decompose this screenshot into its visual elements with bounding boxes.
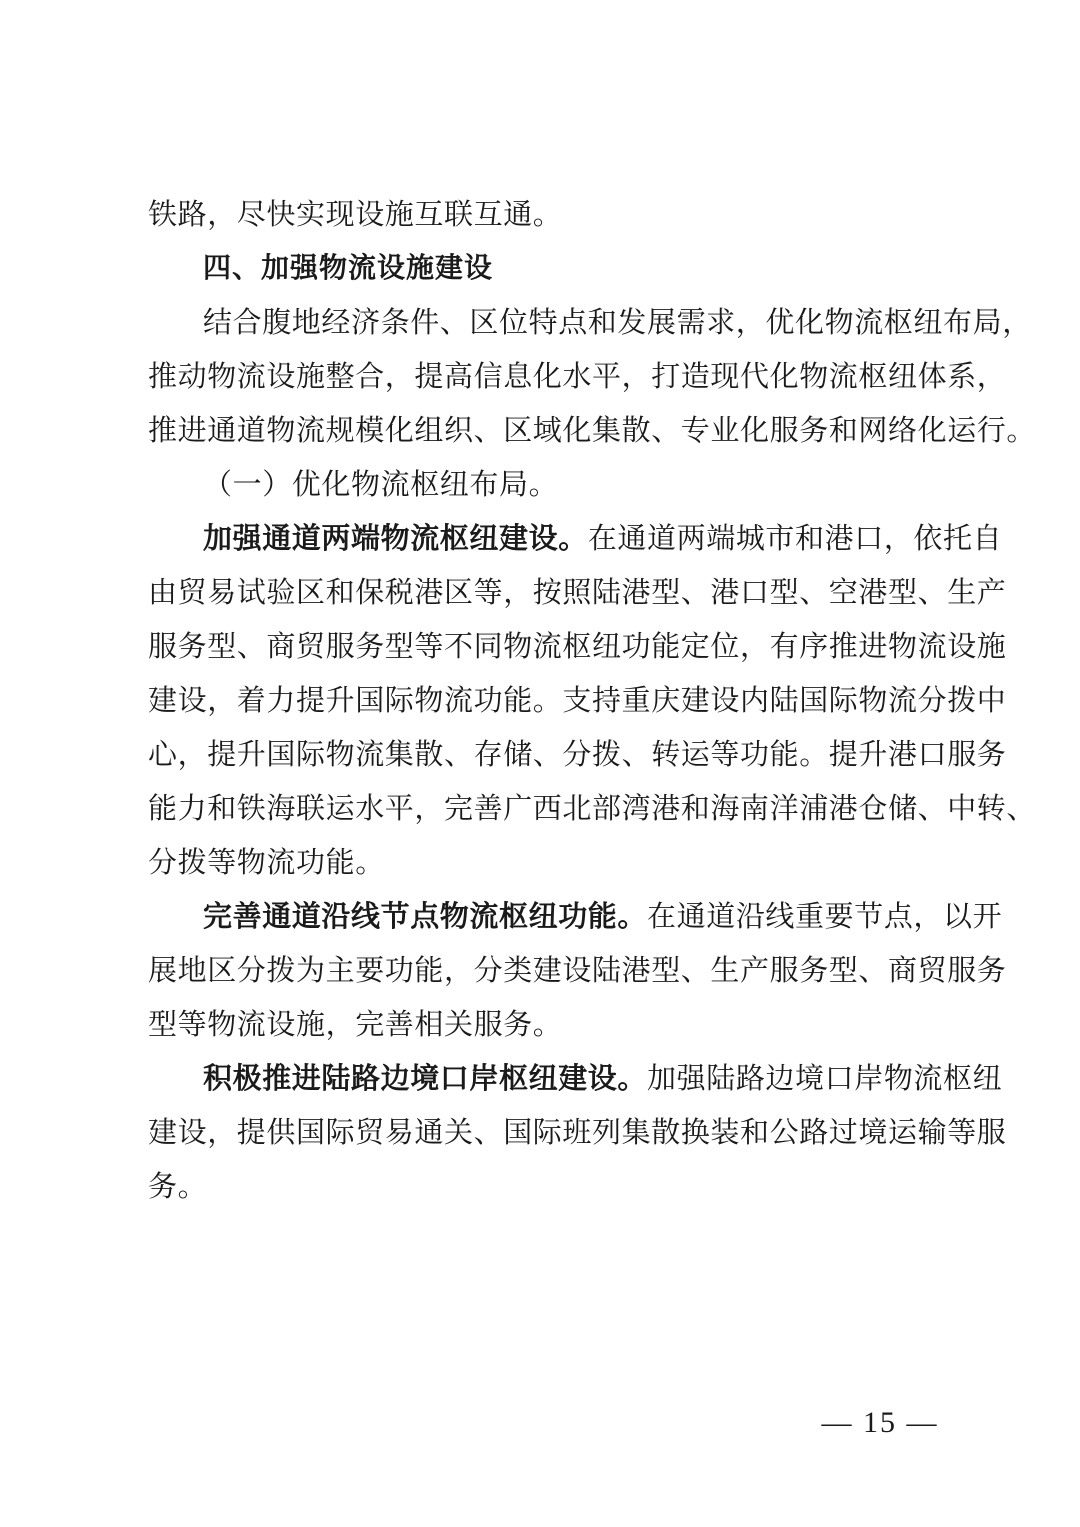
para1-line-3: 服务型、商贸服务型等不同物流枢纽功能定位，有序推进物流设施 <box>148 629 1007 663</box>
para1-lead: 加强通道两端物流枢纽建设。 <box>203 521 588 555</box>
page-number: — 15 — <box>821 1406 939 1439</box>
para3-line-3: 务。 <box>148 1169 208 1203</box>
para1-line-7: 分拨等物流功能。 <box>148 845 385 879</box>
intro-paragraph-line-2: 推动物流设施整合，提高信息化水平，打造现代化物流枢纽体系， <box>148 359 1007 393</box>
para3-lead: 积极推进陆路边境口岸枢纽建设。 <box>203 1061 648 1095</box>
para1-line-6: 能力和铁海联运水平，完善广西北部湾港和海南洋浦港仓储、中转、 <box>148 791 1037 825</box>
intro-paragraph-line-3: 推进通道物流规模化组织、区域化集散、专业化服务和网络化运行。 <box>148 413 1037 447</box>
para1-line-5: 心，提升国际物流集散、存储、分拨、转运等功能。提升港口服务 <box>148 737 1007 771</box>
para2-line-3: 型等物流设施，完善相关服务。 <box>148 1007 563 1041</box>
para1-rest: 在通道两端城市和港口，依托自 <box>587 521 1003 555</box>
subsection-heading: （一）优化物流枢纽布局。 <box>203 467 559 501</box>
para2-lead: 完善通道沿线节点物流枢纽功能。 <box>203 899 648 933</box>
para1-line-2: 由贸易试验区和保税港区等，按照陆港型、港口型、空港型、生产 <box>148 575 1007 609</box>
para3-line-1 <box>203 1058 1003 1098</box>
para1-line-4: 建设，着力提升国际物流功能。支持重庆建设内陆国际物流分拨中 <box>148 683 1007 717</box>
intro-paragraph-line-1: 结合腹地经济条件、区位特点和发展需求，优化物流枢纽布局， <box>203 305 1032 339</box>
para2-rest: 在通道沿线重要节点，以开 <box>647 899 1003 933</box>
para2-line-2: 展地区分拨为主要功能，分类建设陆港型、生产服务型、商贸服务 <box>148 953 1007 987</box>
paragraph-continuation: 铁路，尽快实现设施互联互通。 <box>148 197 563 231</box>
section-heading: 四、加强物流设施建设 <box>203 251 494 284</box>
para2-line-1 <box>203 896 1003 936</box>
para3-line-2: 建设，提供国际贸易通关、国际班列集散换装和公路过境运输等服 <box>148 1115 1007 1149</box>
para3-rest: 加强陆路边境口岸物流枢纽 <box>647 1061 1003 1095</box>
para1-line-1 <box>203 518 1003 558</box>
